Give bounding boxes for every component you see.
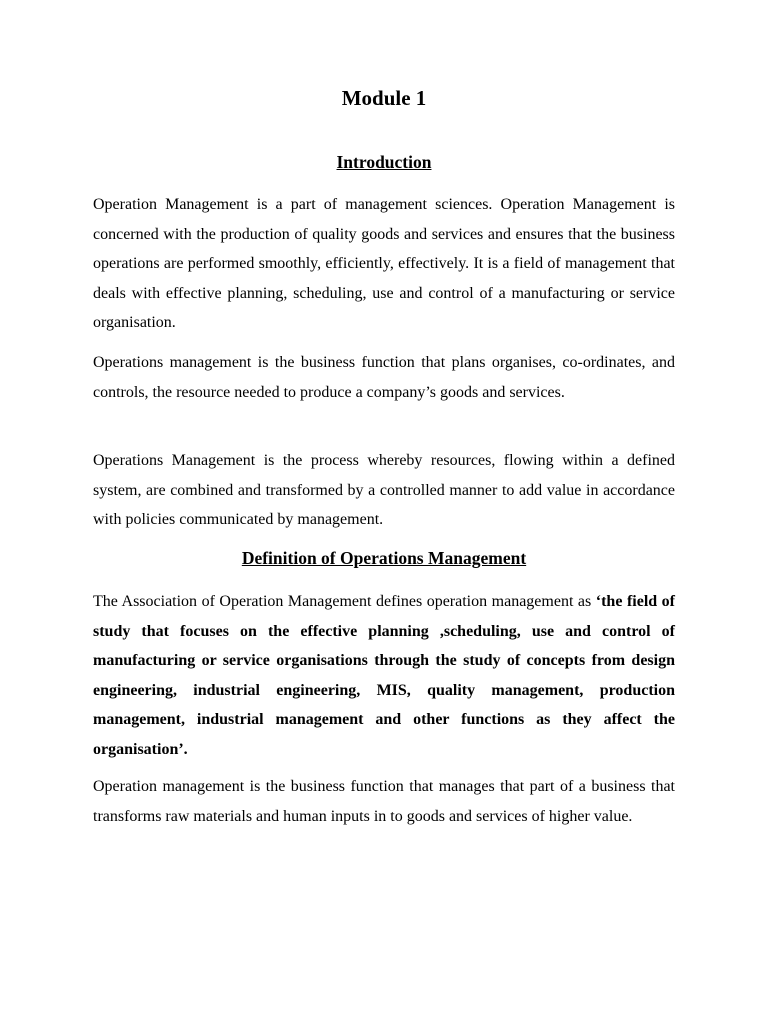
definition-quote: ‘the field of study that focuses on the effective planning ,scheduling, use and control of manufacturing or service organisations through the study of concepts from design engineering, industrial engineering, MIS, quality management, production management, industrial management and other functions as they affect the organisation’. [93,593,676,758]
definition-heading: Definition of Operations Management [241,548,527,568]
closing-paragraph: Operation management is the business function that manages that part of a business that transforms raw materials and human inputs in to goods and services of higher value. [93,778,675,825]
intro-paragraph-1: Operation Management is a part of management sciences. Operation Management is concerned with the production of quality goods and services and ensures that the business operations are performed smoothly, efficiently, effectively. It is a field of management that deals with effective planning, scheduling, use and control of a manufacturing or service organisation. [93,196,675,331]
intro-paragraph-3: Operations Management is the process whereby resources, flowing within a defined system, are combined and transformed by a controlled manner to add value in accordance with policies communicated by management. [93,452,675,528]
definition-lead-text: The Association of Operation Management defines operation management as [93,593,596,610]
intro-paragraph-2: Operations management is the business function that plans organises, co-ordinates, and controls, the resource needed to produce a company’s goods and services. [93,354,675,401]
definition-paragraph [93,587,675,764]
introduction-heading: Introduction [336,152,432,172]
module-title: Module 1 [341,86,427,110]
